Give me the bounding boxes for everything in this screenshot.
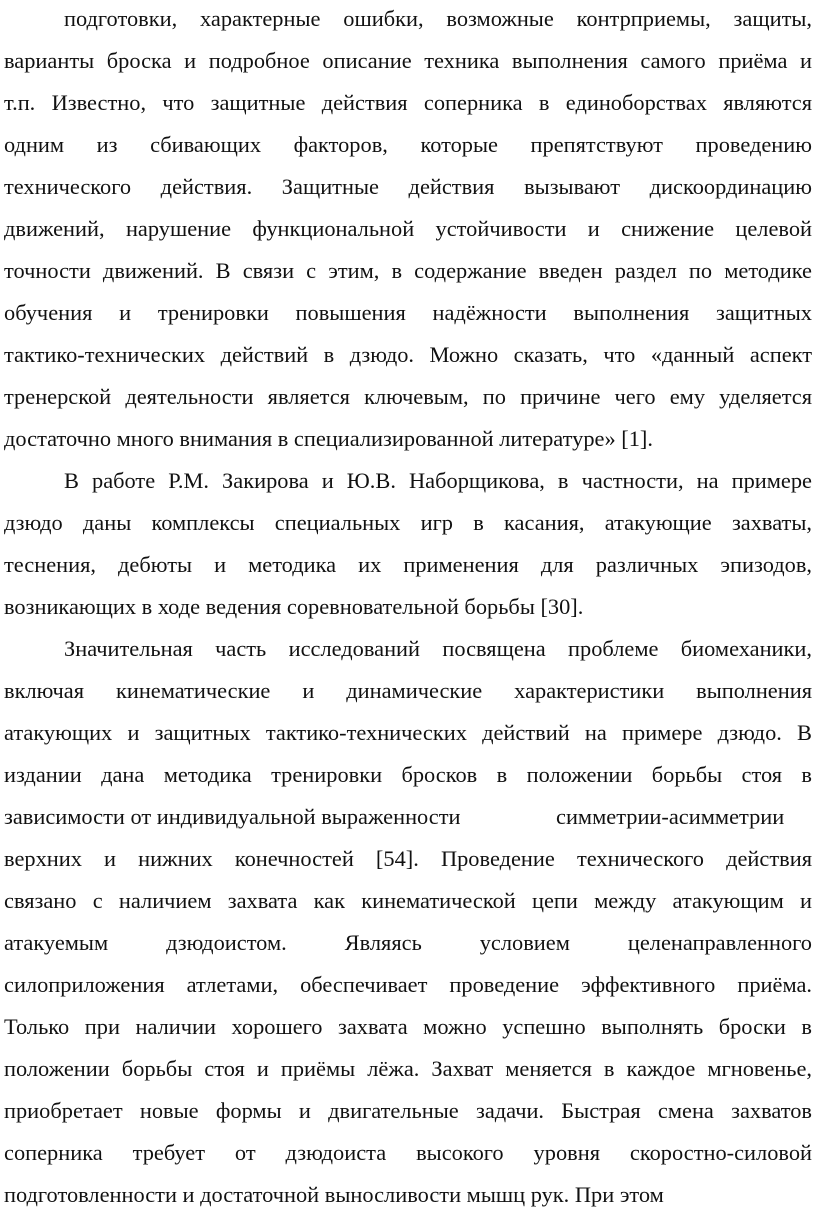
text-line: подготовленности и достаточной выносливости мышц рук. При этом [4, 1182, 664, 1207]
text-line: тактико-технических действий в дзюдо. Можно сказать, что «данный аспект [4, 342, 812, 367]
text-line: издании дана методика тренировки бросков в положении борьбы стоя в [4, 762, 812, 787]
text-line: одним из сбивающих факторов, которые препятствуют проведению [4, 132, 812, 157]
text-line: Только при наличии хорошего захвата можно успешно выполнять броски в [4, 1014, 812, 1039]
text-line-part: симметрии-асимметрии [556, 804, 785, 829]
text-line: положении борьбы стоя и приёмы лёжа. Захват меняется в каждое мгновенье, [4, 1056, 812, 1081]
text-line: точности движений. В связи с этим, в содержание введен раздел по методике [4, 258, 812, 283]
text-line: связано с наличием захвата как кинематической цепи между атакующим и [4, 888, 812, 913]
text-line: атакуемым дзюдоистом. Являясь условием целенаправленного [4, 930, 812, 955]
text-line: В работе Р.М. Закирова и Ю.В. Наборщикова, в частности, на примере [64, 468, 812, 493]
text-line: верхних и нижних конечностей [54]. Проведение технического действия [4, 846, 812, 871]
text-line: включая кинематические и динамические характеристики выполнения [4, 678, 812, 703]
text-line: атакующих и защитных тактико-технических действий на примере дзюдо. В [4, 720, 812, 745]
text-line: достаточно много внимания в специализированной литературе» [1]. [4, 426, 653, 451]
text-line: соперника требует от дзюдоиста высокого уровня скоростно-силовой [4, 1140, 812, 1165]
text-line-part: зависимости от индивидуальной выраженности [4, 804, 461, 829]
text-line: теснения, дебюты и методика их применения для различных эпизодов, [4, 552, 812, 577]
text-line: дзюдо даны комплексы специальных игр в касания, атакующие захваты, [4, 510, 812, 535]
text-line: технического действия. Защитные действия вызывают дискоординацию [4, 174, 812, 199]
text-line: силоприложения атлетами, обеспечивает проведение эффективного приёма. [4, 972, 812, 997]
text-line: тренерской деятельности является ключевым, по причине чего ему уделяется [4, 384, 812, 409]
text-line: приобретает новые формы и двигательные задачи. Быстрая смена захватов [4, 1098, 812, 1123]
text-line: подготовки, характерные ошибки, возможные контрприемы, защиты, [64, 6, 812, 31]
text-line: возникающих в ходе ведения соревновательной борьбы [30]. [4, 594, 584, 619]
text-line: варианты броска и подробное описание техника выполнения самого приёма и [4, 48, 812, 73]
text-line: движений, нарушение функциональной устойчивости и снижение целевой [4, 216, 812, 241]
text-line: обучения и тренировки повышения надёжности выполнения защитных [4, 300, 812, 325]
text-line: Значительная часть исследований посвящена проблеме биомеханики, [64, 636, 812, 661]
text-line: т.п. Известно, что защитные действия соперника в единоборствах являются [4, 90, 812, 115]
